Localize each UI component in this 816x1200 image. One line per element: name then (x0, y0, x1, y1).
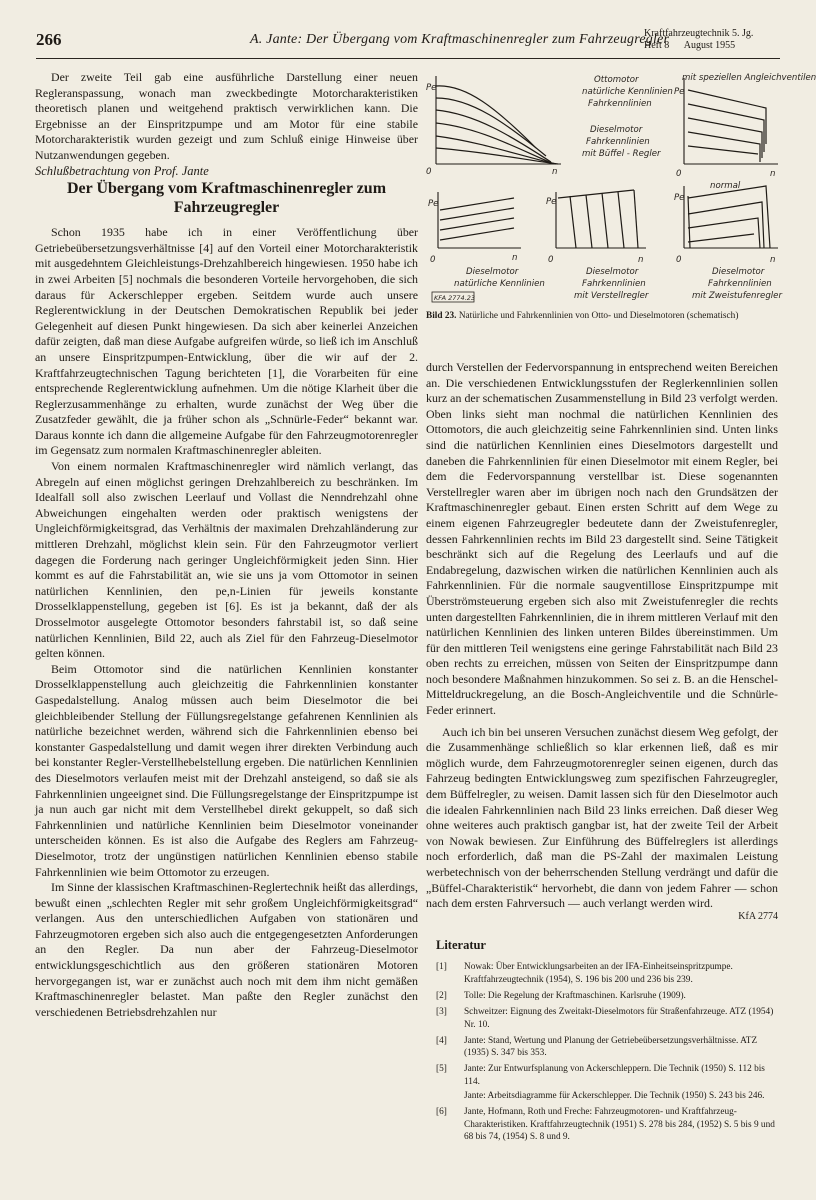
axis-label-y: Pe (674, 193, 685, 203)
reference-item: [4] Jante: Stand, Wertung und Planung der Getriebeübersetzungsverhältnisse. ATZ (1935) S. 347 bis 353. (436, 1035, 758, 1059)
caption-label: Bild 23. (426, 311, 457, 321)
label-angleich: mit speziellen Angleichventilen (682, 73, 816, 83)
axis-label-y: Pe (428, 199, 439, 209)
literature-heading: Literatur (436, 937, 486, 952)
journal-info (644, 28, 780, 52)
reference-item: [5] Jante: Zur Entwurfsplanung von Ackerschleppern. Die Technik (1950) S. 112 bis 114. (436, 1064, 765, 1087)
label-diesel-buffel-1: Dieselmotor (590, 125, 643, 135)
axis-label-y: Pe (546, 197, 557, 207)
label-diesel-buffel-2: Fahrkennlinien (586, 137, 650, 147)
section-subhead: Schlußbetrachtung von Prof. Jante (35, 163, 209, 178)
reference-item: [6] Jante, Hofmann, Roth und Freche: Fahrzeugmotoren- und Kraftfahrzeug-Charakteristiken. Kraftfahrzeugtechnik (1951) S. 278 bis 284, (1952) S. 5 bis 9 und 68 bis 74, (1954) S. 8 und 9. (436, 1107, 775, 1142)
reference-item: [3] Schweitzer: Eignung des Zweitakt-Dieselmotors für Straßenfahrzeuge. ATZ (1954) Nr. 10. (436, 1007, 774, 1030)
reference-list (426, 961, 778, 1143)
axis-label-x: n (512, 253, 518, 263)
panel-angleich (674, 73, 816, 179)
label-diesel-natural-1: Dieselmotor (466, 267, 519, 277)
label-verstell-3: mit Verstellregler (574, 291, 649, 301)
origin-label: 0 (676, 169, 682, 179)
axis-label-y: Pe (674, 87, 685, 97)
label-otto-1: Ottomotor (594, 75, 639, 85)
origin-label: 0 (430, 255, 436, 265)
signature: KfA 2774 (738, 910, 778, 922)
body-paragraph: Im Sinne der klassischen Kraftmaschinen-Reglertechnik heißt das allerdings, bewußt einen „schlechten Regler mit sehr großem Ungleichförmigkeitsgrad“ verlangen. Aus den unterschiedlichen Aufgaben von stationären und Fahrzeugmotoren ergeben sich also auch die entgegengesetzten Anforderungen an den Regler. Da nun aber der Fahrzeug-Dieselmotor entwicklungsgeschichtlich aus den größeren stationären Motoren hervorgegangen ist, war er zunächst auch noch mit dem ihm nicht gemäßen Kraftmaschinenregler belastet. Man paßte den Regler zunächst den verschiedenen Betriebsdrehzahlen nur (35, 880, 418, 1019)
label-verstell-1: Dieselmotor (586, 267, 639, 277)
axis-label-x: n (770, 169, 776, 179)
article-title: Der Übergang vom Kraftmaschinenregler zum Fahrzeugregler (66, 180, 387, 217)
panel-diesel-natural (428, 192, 545, 302)
body-paragraph: durch Verstellen der Federvorspannung in entsprechend weiten Bereichen an. Die verschiedenen Entwicklungsstufen der Reglerkennlinien sollen kurz an der schematischen Zusammenstellung in Bild 23 verfolgt werden. Oben links sieht man nochmal die natürlichen Kennlinien des Ottomotors, die auch gleichzeitig seine Fahrkennlinien sind. Unten links sind die natürlichen Kennlinien eines Dieselmotors dargestellt und daneben die Fahrkennlinien für einen Dieselmotor mit einem Regler, bei dem die Federvorspannung verstellbar ist. Diese sogenannten Verstellregler waren aber im übrigen noch nach den Grundsätzen der Kraftmaschinenregler gebaut. Einen ersten Schritt auf dem Wege zu einem eigenen Fahrzeugregler bedeutete dann der Zweistufenregler, dessen Fahrkennlinien rechts im Bild 23 dargestellt sind. Seine Tätigkeit beschränkt sich auf die Regelung des Leerlaufs und auf die Endabregelung, dazwischen wirken die natürlichen Kennlinien auch als Fahrkennlinien. Für die normale saugventillose Einspritzpumpe mit Überströmsteuerung ergeben sich also mit Zweistufenregler die rechts unten dargestellten Fahrkennlinien, die in ihrem mittleren Verlauf mit den natürlichen Kennlinien des linken unteren Bildes übereinstimmen. Um für den mittleren Teil wenigstens eine geringe Fahrstabilität nach Bild 23 oben rechts zu erreichen, müssen von Seiten der Einspritzpumpe dann noch besondere Maßnahmen hinzukommen. So sei z. B. an die Henschel-Mitteldruckregelung, an die Bosch-Angleichventile und die Schnürle-Feder erinnert. (426, 360, 778, 718)
panel-zweistufen (674, 181, 782, 301)
axis-label-x: n (770, 255, 776, 265)
reference-item: [2] Tolle: Die Regelung der Kraftmaschinen. Karlsruhe (1909). (436, 990, 686, 1001)
panel-verstell (546, 190, 649, 301)
label-diesel-natural-2: natürliche Kennlinien (454, 279, 545, 289)
stamp-label: KFA 2774.23 (434, 294, 476, 302)
label-zweistufen-3: mit Zweistufenregler (692, 291, 782, 301)
running-title: A. Jante: Der Übergang vom Kraftmaschinenregler zum Fahrzeugregler (250, 32, 670, 47)
axis-label-x: n (552, 167, 558, 177)
body-paragraph: Beim Ottomotor sind die natürlichen Kennlinien konstanter Drosselklappenstellung auch gleichzeitig die Fahrkennlinien konstanter Gaspedalstellung. Analog müssen auch beim Dieselmotor die bei gleichbleibender Stellung der Füllungsregelstange gefahrenen Kennlinien als natürliche bezeichnet werden, während sich die Fahrkennlinien ebenso bei konstanter Gaspedalstellung und damit wegen ihrer direkten Verbindung auch bei konstanter Regler-Verstellhebelstellung ergeben. Die natürlichen Kennlinien des Dieselmotors verlaufen meist mit der Drehzahl ansteigend, so daß sie als Fahrkennlinien ungeeignet sind. Die Füllungsregelstange der Einspritzpumpe ist ja nun auch gar nicht mit dem Verstellhebel direkt gekuppelt, so daß sich Fahrkennlinien und natürliche Kennlinien beim Dieselmotor voneinander unterscheiden können. Es ist also die Aufgabe des Reglers am Fahrzeug-Dieselmotor, trotz der ungünstigen natürlichen Kennlinien ebenso stabile Fahrkennlinien wie beim Ottomotor zu erzeugen. (35, 661, 418, 879)
origin-label: 0 (548, 255, 554, 265)
page-header (36, 26, 780, 59)
label-verstell-2: Fahrkennlinien (582, 279, 646, 289)
figure-caption (426, 310, 780, 322)
body-paragraph: Schon 1935 habe ich in einer Veröffentlichung über Getriebeübersetzungsverhältnisse [4] auf den Vorteil einer Motorcharakteristik mit ausgedehntem Gleichleistungs-Drehzahlbereich hingewiesen. 1950 habe ich in zwei Arbeiten [5] nochmals die besonderen Vorteile hervorgehoben, die sich daraus für Ackerschlepper ergeben. Seitdem wurde auch unsere Reglerentwicklung in der Deutschen Demokratischen Republik bei jeder Gelegenheit auf diesen Punkt hingewiesen. Da sich aber keinerlei Anzeichen dafür zeigten, daß man diese Aufgabe aufgreifen würde, so ließ ich im Anschluß an unsere Einspritzpumpen-Entwicklung, über die wir auf der 2. Kraftfahrzeugtechnischen Tagung berichteten [1], die Vorarbeiten für eine entsprechende Reglerentwicklung aufnehmen. Um die nötige Klarheit über die Reglerzusammenhänge zu erhalten, wurde zunächst der Weg über die Zusatzfeder gewählt, die ja früher schon als „Schnürle-Feder“ bekannt war. Daraus konnte ich dann die allgemeine Aufgabe für den Fahrzeugmotorenregler im Gegensatz zum normalen Kraftmaschinenregler ableiten. (35, 225, 418, 458)
body-paragraph: Von einem normalen Kraftmaschinenregler wird nämlich verlangt, das Abregeln auf einen möglichst geringen Drehzahlbereich zu beschränken. Im Idealfall soll also zwischen Leerlauf und Vollast die Nenndrehzahl ohne Abweichungen eingehalten werden oder praktisch wenigstens der Ungleichförmigkeitsgrad, das Verhältnis der maximalen Drehzahländerung zur mittleren Drehzahl, möglichst klein sein. Für den Fahrzeugmotor verliert dagegen die Forderung nach geringer Ungleichförmigkeit jeden Sinn. Hier kommt es auf die Fahrstabilität an, wie sie uns ja vom Ottomotor in seinen natürlichen Kennlinien, den pe,n-Linien für jeweils konstante Drosselklappenstellung, gegeben ist [6]. Es ist ja bekannt, daß der als Drosselmotor ausgelegte Ottomotor besonders fahrstabil ist, so daß seine natürlichen Kennlinien, Bild 22, auch als Ziel für den Fahrzeug-Dieselmotor gelten können. (35, 459, 418, 661)
right-column (426, 360, 778, 1147)
page-number: 266 (36, 30, 62, 49)
origin-label: 0 (676, 255, 682, 265)
reference-item: [1] Nowak: Über Entwicklungsarbeiten an der IFA-Einheitseinspritzpumpe. Kraftfahrzeugtechnik (1954), S. 196 bis 200 und 236 bis 239. (436, 962, 733, 985)
label-otto-3: Fahrkennlinien (588, 99, 652, 109)
left-column (35, 70, 418, 1020)
figure-diagrams (426, 68, 816, 310)
panel-otto (426, 75, 673, 177)
figure-bild-23 (426, 68, 816, 358)
axis-label-y: Pe (426, 83, 437, 93)
journal-line-1: Kraftfahrzeugtechnik 5. Jg. (644, 28, 754, 39)
body-paragraph: Auch ich bin bei unseren Versuchen zunächst diesem Weg gefolgt, der die Zusammenhänge schließlich so klar erkennen ließ, daß es mir möglich wurde, dem Fahrzeugmotorenregler seinen eigenen, durch das Fahrzeug bedingten Entwicklungsweg zum spezifischen Fahrzeugregler, dem Büffelregler, zu weisen. Damit lassen sich für den Dieselmotor auch die idealen Fahrkennlinien nach Bild 23 links erreichen. Daß dieser Weg ohne weiteres auch praktisch gangbar ist, hat der zweite Teil der Arbeit von Nowak bewiesen. Zur Einführung des Büffelreglers ist allerdings noch erforderlich, daß man die PS-Zahl der maximalen Leistung werbetechnisch von der beherrschenden Stellung verdrängt und dafür die „Büffel-Charakteristik“ hervorhebt, die dann von jedem Fahrer — schon nach dem ersten Fahrversuch — auch verlangt werden wird. (426, 724, 778, 911)
label-zweistufen-2: Fahrkennlinien (708, 279, 772, 289)
intro-paragraph: Der zweite Teil gab eine ausführliche Darstellung einer neuen Regleranspassung, wonach man zweckbedingte Motorcharakteristiken theoretisch planen und weitgehend praktisch verwirklichen kann. Die Ergebnisse an der Einspritzpumpe und am Motor für eine stabile Motorcharakteristik wurden gezeigt und zum Schluß einige Hinweise über Nutzanwendungen gegeben. (35, 70, 418, 162)
label-diesel-buffel-3: mit Büffel - Regler (582, 149, 661, 159)
journal-line-2: Heft 8 August 1955 (644, 40, 736, 51)
label-otto-2: natürliche Kennlinien (582, 87, 673, 97)
label-zweistufen-1: Dieselmotor (712, 267, 765, 277)
label-normal: normal (710, 181, 741, 191)
axis-label-x: n (638, 255, 644, 265)
origin-label: 0 (426, 167, 432, 177)
reference-item: Jante: Arbeitsdiagramme für Ackerschlepper. Die Technik (1950) S. 243 bis 246. (464, 1091, 765, 1102)
caption-text: Natürliche und Fahrkennlinien von Otto- und Dieselmotoren (schematisch) (458, 311, 739, 321)
